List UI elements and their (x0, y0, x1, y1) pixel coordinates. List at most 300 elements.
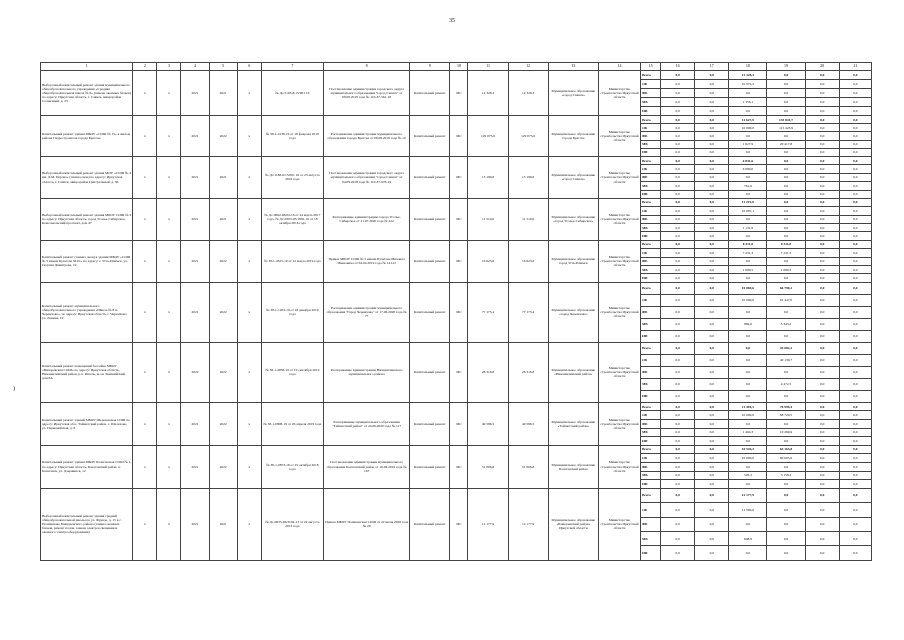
amount-c18: 0,0 (729, 366, 767, 378)
estimated-cost: 28 316,8 (468, 342, 508, 402)
amount-c17: 0,0 (695, 330, 729, 342)
table-body (41, 63, 872, 561)
col6-value: х (237, 198, 261, 240)
table-row (41, 240, 872, 248)
expertise-conclusion: № Дс/1188-6/15/061 16 от 23 августа 2016 года (261, 156, 323, 198)
end-year: 2022 (209, 240, 237, 282)
col2-value: х (133, 198, 157, 240)
object-name: Капитальный ремонт муниципального общеобразовательного учреждения «Школа № 8 п. Черемхово», по адресу: Иркутская область, г. Черемхово, ул. Ленина, 19 (41, 282, 133, 342)
responsible-ministry: Министерство строительства Иркутской области (598, 116, 640, 157)
amount-c18: 0,0 (729, 437, 767, 446)
amount-c16: 0,0 (661, 71, 695, 80)
amount-c17: 0,0 (695, 107, 729, 116)
amount-c20: 0,0 (805, 428, 839, 437)
amount-c21: 0,0 (839, 98, 871, 107)
column-number-9: 9 (410, 63, 450, 71)
amount-c21: 0,0 (839, 156, 871, 164)
funding-source: ФБ (641, 89, 661, 98)
amount-c19: 78 999,4 (767, 402, 805, 411)
amount-c16: 0,0 (661, 266, 695, 274)
funding-source: ФБ (641, 419, 661, 428)
col3-value: х (157, 402, 181, 445)
amount-c19: 1 080,5 (767, 266, 805, 274)
amount-c18: 0,0 (729, 132, 767, 140)
amount-c19: 0,0 (767, 531, 805, 545)
table-row (41, 282, 872, 294)
amount-c18: 11 627,9 (729, 116, 767, 124)
funding-source: ИИ (641, 148, 661, 156)
amount-c17: 0,0 (695, 488, 729, 502)
col3-value: х (157, 282, 181, 342)
unit: МС (450, 402, 468, 445)
amount-c17: 0,0 (695, 98, 729, 107)
amount-c21: 0,0 (839, 354, 871, 366)
amount-c18: 0,0 (729, 517, 767, 531)
amount-c21: 0,0 (839, 378, 871, 390)
amount-c20: 0,0 (805, 249, 839, 257)
amount-c16: 0,0 (661, 173, 695, 181)
col6-value: х (237, 488, 261, 560)
amount-c20: 0,0 (805, 411, 839, 420)
amount-c19: 68 729,5 (767, 411, 805, 420)
col2-value: х (133, 240, 157, 282)
amount-c21: 0,0 (839, 107, 871, 116)
amount-c21: 0,0 (839, 462, 871, 471)
responsible-ministry: Министерство строительства Иркутской области (598, 240, 640, 282)
amount-c19: 0,0 (767, 330, 805, 342)
unit: МС (450, 71, 468, 116)
col2-value: х (133, 156, 157, 198)
amount-c19: 0,0 (767, 306, 805, 318)
work-type: Капитальный ремонт (410, 445, 450, 488)
amount-c16: 0,0 (661, 89, 695, 98)
amount-c20: 0,0 (805, 330, 839, 342)
amount-c19: 0,0 (767, 215, 805, 223)
expertise-conclusion: № Дс-0635-06/3194-13 от 22 августа 2013 года (261, 488, 323, 560)
amount-c21: 0,0 (839, 190, 871, 198)
col2-value: х (133, 488, 157, 560)
object-name: Выборочный капитальный ремонт здания муниципального общеобразовательного учреждения «Средняя общеобразовательная школа № 6» (замена оконных блоков) по адресу: Иркутская область, г. Саянск, микрорайон Солнечный, д. 23 (41, 71, 133, 116)
funding-source: ФБ (641, 517, 661, 531)
end-year: 2021 (209, 198, 237, 240)
expertise-conclusion: № Дс/1193-6/15/061 16 (261, 71, 323, 116)
amount-c19: 0,0 (767, 517, 805, 531)
start-year: 2021 (181, 116, 209, 157)
funding-source: ИИ (641, 480, 661, 489)
amount-c17: 0,0 (695, 198, 729, 206)
amount-c16: 0,0 (661, 411, 695, 420)
customer: Муниципальное образование «город Саянск» (548, 71, 598, 116)
remaining-cost: 11 519,0 (508, 198, 548, 240)
amount-c20: 0,0 (805, 342, 839, 354)
amount-c19: 0,0 (767, 207, 805, 215)
decision-document: Распоряжение администрации Нижнеилимского муниципального района (323, 342, 409, 402)
start-year: 2021 (181, 71, 209, 116)
responsible-ministry: Министерство строительства Иркутской области (598, 445, 640, 488)
column-number-13: 13 (548, 63, 598, 71)
amount-c21: 0,0 (839, 124, 871, 132)
amount-c19: 0,0 (767, 419, 805, 428)
funding-source: ФБ (641, 215, 661, 223)
amount-c16: 0,0 (661, 342, 695, 354)
amount-c16: 0,0 (661, 531, 695, 545)
amount-c17: 0,0 (695, 224, 729, 232)
amount-c21: 0,0 (839, 266, 871, 274)
amount-c18: 10 869,6 (729, 282, 767, 294)
amount-c17: 0,0 (695, 366, 729, 378)
amount-c18: 1 356,1 (729, 98, 767, 107)
amount-c19: 60 005,6 (767, 454, 805, 463)
amount-c19: 0,0 (767, 480, 805, 489)
amount-c18: 0,0 (729, 107, 767, 116)
amount-c18: 1 080,5 (729, 266, 767, 274)
customer: Муниципальное образование «город Черемхово» (548, 282, 598, 342)
amount-c17: 0,0 (695, 471, 729, 480)
amount-c21: 0,0 (839, 80, 871, 89)
unit: МС (450, 156, 468, 198)
amount-c16: 0,0 (661, 480, 695, 489)
amount-c16: 0,0 (661, 503, 695, 517)
funding-source: Всего (641, 240, 661, 248)
amount-c19: 0,0 (767, 190, 805, 198)
amount-c16: 0,0 (661, 132, 695, 140)
amount-c18: 0,0 (729, 378, 767, 390)
amount-c16: 0,0 (661, 318, 695, 330)
amount-c16: 0,0 (661, 445, 695, 454)
amount-c16: 0,0 (661, 462, 695, 471)
amount-c18: 0,0 (729, 232, 767, 240)
object-name: Выборочный капитальный ремонт здания МОУ «СОШ № 4 им. Д.М. Перова» (замена окон) по адресу: Иркутская область, г. Саянск, микрорайон Центральный, д. 36 (41, 156, 133, 198)
amount-c19: 115 423,9 (767, 124, 805, 132)
amount-c17: 0,0 (695, 140, 729, 148)
amount-c20: 0,0 (805, 224, 839, 232)
table-row (41, 445, 872, 454)
unit: МС (450, 240, 468, 282)
amount-c16: 0,0 (661, 198, 695, 206)
amount-c20: 0,0 (805, 471, 839, 480)
amount-c21: 0,0 (839, 445, 871, 454)
amount-c16: 0,0 (661, 124, 695, 132)
column-number-1: 1 (41, 63, 133, 71)
expertise-conclusion: № 38-1-4958-19 от 10 сентября 2019 года (261, 342, 323, 402)
end-year: 2021 (209, 156, 237, 198)
start-year: 2021 (181, 282, 209, 342)
amount-c21: 0,0 (839, 165, 871, 173)
estimated-cost: 13 190,6 (468, 156, 508, 198)
amount-c21: 0,0 (839, 140, 871, 148)
amount-c16: 0,0 (661, 224, 695, 232)
work-type: Капитальный ремонт (410, 402, 450, 445)
amount-c17: 0,0 (695, 148, 729, 156)
amount-c20: 0,0 (805, 80, 839, 89)
funding-source: МБ (641, 224, 661, 232)
amount-c18: 10 000,0 (729, 454, 767, 463)
estimated-cost: 12 328,3 (468, 71, 508, 116)
remaining-cost: 13 190,6 (508, 156, 548, 198)
amount-c18: 0,0 (729, 173, 767, 181)
amount-c21: 0,0 (839, 480, 871, 489)
object-name: Выборочный капитальный ремонт здания средней общеобразовательной школы по ул. Фрунзе, д. 15 в с. Поливаново Баяндаевского района (замена оконных блоков, ремонт полов, замена электроосвещения и оконного электрооборудования) (41, 488, 133, 560)
object-name: Капитальный ремонт зданий МБОУ Шелеховская СОШ по адресу: Иркутская обл., Тайшетский район, с. Шелехово, ул. Первомайская, д. 8 (41, 402, 133, 445)
funding-source: Всего (641, 402, 661, 411)
funding-source: ОБ (641, 454, 661, 463)
customer: Муниципальное образование город Усть-Илимск (548, 240, 598, 282)
amount-c19: 20 417,8 (767, 140, 805, 148)
col6-value: х (237, 240, 261, 282)
customer: Муниципальное образование города Братска (548, 116, 598, 157)
amount-c20: 0,0 (805, 198, 839, 206)
estimated-cost: 12 177,9 (468, 488, 508, 560)
amount-c20: 0,0 (805, 98, 839, 107)
amount-c21: 0,0 (839, 411, 871, 420)
funding-source: МБ (641, 140, 661, 148)
amount-c16: 0,0 (661, 182, 695, 190)
amount-c16: 0,0 (661, 378, 695, 390)
funding-source: МБ (641, 266, 661, 274)
amount-c17: 0,0 (695, 294, 729, 306)
col3-value: х (157, 342, 181, 402)
amount-c16: 0,0 (661, 249, 695, 257)
amount-c20: 0,0 (805, 190, 839, 198)
amount-c18: 11 494,3 (729, 402, 767, 411)
amount-c21: 0,0 (839, 428, 871, 437)
unit: МС (450, 282, 468, 342)
amount-c21: 0,0 (839, 454, 871, 463)
amount-c20: 0,0 (805, 215, 839, 223)
amount-c21: 0,0 (839, 437, 871, 446)
funding-source: МБ (641, 182, 661, 190)
amount-c16: 0,0 (661, 419, 695, 428)
amount-c17: 0,0 (695, 306, 729, 318)
amount-c17: 0,0 (695, 124, 729, 132)
funding-source: Всего (641, 282, 661, 294)
amount-c18: 0,0 (729, 462, 767, 471)
unit: МС (450, 488, 468, 560)
object-name: Капитальный ремонт здания МБОУ «СОШ № 15» в жилом районе Гидростроитель города Братска (41, 116, 133, 157)
funding-source: ОБ (641, 249, 661, 257)
amount-c18: 526,3 (729, 471, 767, 480)
table-row (41, 198, 872, 206)
amount-c20: 0,0 (805, 402, 839, 411)
col6-value: х (237, 282, 261, 342)
amount-c18: 11 569,0 (729, 503, 767, 517)
column-number-19: 19 (767, 63, 805, 71)
amount-c16: 0,0 (661, 140, 695, 148)
object-name: Капитальный ремонт здания МБОУ Балаганская СОШ № 1, по адресу: Иркутская область, Балаганский район, п. Балаганск, ул. Дзержинск, 12 (41, 445, 133, 488)
amount-c21: 0,0 (839, 330, 871, 342)
amount-c20: 0,0 (805, 124, 839, 132)
amount-c17: 0,0 (695, 282, 729, 294)
amount-c19: 3 158,2 (767, 471, 805, 480)
amount-c20: 0,0 (805, 531, 839, 545)
expertise-conclusion: № Дс-0662-06/02-16 от 24 марта 2017 года, № Дс-0303-05/1902-16 от 18 октября 2016 года (261, 198, 323, 240)
column-number-2: 2 (133, 63, 157, 71)
customer: Муниципальное образование «Нижнеилимский район» (548, 342, 598, 402)
funding-source: МБ (641, 98, 661, 107)
amount-c20: 0,0 (805, 462, 839, 471)
amount-c19: 0,0 (767, 132, 805, 140)
amount-c17: 0,0 (695, 257, 729, 265)
customer: Муниципальное образование Балаганский район (548, 445, 598, 488)
amount-c16: 0,0 (661, 390, 695, 402)
amount-c16: 0,0 (661, 98, 695, 107)
start-year: 2022 (181, 342, 209, 402)
amount-c19: 0,0 (767, 224, 805, 232)
amount-c19: 0,0 (767, 488, 805, 502)
amount-c20: 0,0 (805, 480, 839, 489)
amount-c19: 0,0 (767, 89, 805, 98)
amount-c17: 0,0 (695, 462, 729, 471)
amount-c17: 0,0 (695, 390, 729, 402)
amount-c21: 0,0 (839, 402, 871, 411)
amount-c21: 0,0 (839, 232, 871, 240)
remaining-cost: 129 075,6 (508, 116, 548, 157)
amount-c17: 0,0 (695, 232, 729, 240)
funding-source: МБ (641, 378, 661, 390)
amount-c18: 761,6 (729, 182, 767, 190)
amount-c19: 0,0 (767, 148, 805, 156)
unit: МС (450, 198, 468, 240)
decision-document: Распоряжение администрации города Усолье-Сибирское от 21.07.2020 года № 222 (323, 198, 409, 240)
amount-c21: 0,0 (839, 198, 871, 206)
amount-c21: 0,0 (839, 116, 871, 124)
amount-c16: 0,0 (661, 437, 695, 446)
amount-c21: 0,0 (839, 488, 871, 502)
amount-c18: 1 627,9 (729, 140, 767, 148)
funding-source: ОБ (641, 354, 661, 366)
amount-c21: 0,0 (839, 517, 871, 531)
amount-c20: 0,0 (805, 488, 839, 502)
amount-c17: 0,0 (695, 437, 729, 446)
amount-c21: 0,0 (839, 471, 871, 480)
amount-c17: 0,0 (695, 503, 729, 517)
amount-c19: 5 343,2 (767, 318, 805, 330)
amount-c19: 0,0 (767, 182, 805, 190)
amount-c17: 0,0 (695, 89, 729, 98)
amount-c20: 0,0 (805, 71, 839, 80)
amount-c20: 0,0 (805, 437, 839, 446)
amount-c19: 0,0 (767, 437, 805, 446)
amount-c20: 0,0 (805, 156, 839, 164)
col6-value: х (237, 156, 261, 198)
amount-c16: 0,0 (661, 488, 695, 502)
decision-document: Постановление администрации городского округа муниципального образования "город Саянск" от 04.09.2018 года № 110-37-978-19 (323, 156, 409, 198)
col6-value: х (237, 445, 261, 488)
col2-value: х (133, 71, 157, 116)
amount-c20: 0,0 (805, 274, 839, 282)
amount-c21: 0,0 (839, 419, 871, 428)
work-type: Капитальный ремонт (410, 282, 450, 342)
column-number-10: 10 (450, 63, 468, 71)
amount-c16: 0,0 (661, 306, 695, 318)
start-year: 2021 (181, 156, 209, 198)
amount-c21: 0,0 (839, 215, 871, 223)
amount-c21: 0,0 (839, 173, 871, 181)
amount-c18: 1 494,3 (729, 428, 767, 437)
funding-table (40, 62, 872, 561)
estimated-cost: 51 006,8 (468, 445, 508, 488)
amount-c17: 0,0 (695, 480, 729, 489)
amount-c20: 0,0 (805, 89, 839, 98)
col3-value: х (157, 156, 181, 198)
end-year: 2022 (209, 282, 237, 342)
funding-source: Всего (641, 488, 661, 502)
amount-c20: 0,0 (805, 318, 839, 330)
decision-document: Распоряжение администрации муниципального образования города Братска от 06.06.2019 года № 10 (323, 116, 409, 157)
funding-source: ОБ (641, 411, 661, 420)
amount-c20: 0,0 (805, 419, 839, 428)
amount-c21: 0,0 (839, 182, 871, 190)
funding-source: Всего (641, 198, 661, 206)
amount-c20: 0,0 (805, 257, 839, 265)
amount-c16: 0,0 (661, 546, 695, 560)
object-name: Выборочный капитальный ремонт здания МБОУ СОШ № 3 по адресу: Иркутская область, город Усолье-Сибирское, Комсомольский проспект, дом 47 (41, 198, 133, 240)
amount-c17: 0,0 (695, 274, 729, 282)
amount-c16: 0,0 (661, 294, 695, 306)
amount-c18: 0,0 (729, 215, 767, 223)
column-number-row (41, 63, 872, 71)
column-number-3: 3 (157, 63, 181, 71)
amount-c18: 12 328,3 (729, 71, 767, 80)
funding-source: Всего (641, 156, 661, 164)
remaining-cost: 12 328,3 (508, 71, 548, 116)
estimated-cost: 49 586,5 (468, 402, 508, 445)
amount-c16: 0,0 (661, 366, 695, 378)
col6-value: х (237, 71, 261, 116)
amount-c17: 0,0 (695, 517, 729, 531)
column-number-18: 18 (729, 63, 767, 71)
amount-c16: 0,0 (661, 454, 695, 463)
amount-c19: 61 447,0 (767, 294, 805, 306)
amount-c17: 0,0 (695, 428, 729, 437)
amount-c18: 0,0 (729, 354, 767, 366)
customer: Муниципальное образование «город Усолье-Сибирское» (548, 198, 598, 240)
unit: МС (450, 342, 468, 402)
amount-c16: 0,0 (661, 282, 695, 294)
amount-c18: 0,0 (729, 546, 767, 560)
amount-c17: 0,0 (695, 445, 729, 454)
responsible-ministry: Министерство строительства Иркутской области (598, 282, 640, 342)
remaining-cost: 49 586,5 (508, 402, 548, 445)
amount-c17: 0,0 (695, 454, 729, 463)
amount-c19: 0,0 (767, 107, 805, 116)
amount-c20: 0,0 (805, 454, 839, 463)
col2-value: х (133, 342, 157, 402)
col6-value: х (237, 116, 261, 157)
amount-c17: 0,0 (695, 402, 729, 411)
amount-c21: 0,0 (839, 306, 871, 318)
object-name: Капитальный ремонт помещений бассейна МБОУ «Вихоревская СОШ» по адресу: Иркутская область, Нижнеилимский район, р.п. Янгель, м-он Эвенкийский, дом 6А (41, 342, 133, 402)
funding-source: ИИ (641, 190, 661, 198)
amount-c17: 0,0 (695, 80, 729, 89)
expertise-conclusion: № 38-1-4138-19 от 18 февраля 2019 года (261, 116, 323, 157)
amount-c19: 0,0 (767, 390, 805, 402)
funding-source: ОБ (641, 294, 661, 306)
amount-c20: 0,0 (805, 445, 839, 454)
amount-c18: 6 841,6 (729, 156, 767, 164)
amount-c20: 0,0 (805, 378, 839, 390)
amount-c17: 0,0 (695, 378, 729, 390)
amount-c21: 0,0 (839, 132, 871, 140)
end-year: 2021 (209, 488, 237, 560)
amount-c18: 6 080,0 (729, 165, 767, 173)
amount-c16: 0,0 (661, 354, 695, 366)
object-name: Капитальный ремонт (замена окон) в здании МБОУ «СОШ № 5 имени Булатова М.И.» по адресу: г. Усть-Илимск, ул. Георгия Димитрова, 19 (41, 240, 133, 282)
column-number-21: 21 (839, 63, 871, 71)
funding-source: ОБ (641, 503, 661, 517)
amount-c17: 0,0 (695, 240, 729, 248)
amount-c17: 0,0 (695, 207, 729, 215)
